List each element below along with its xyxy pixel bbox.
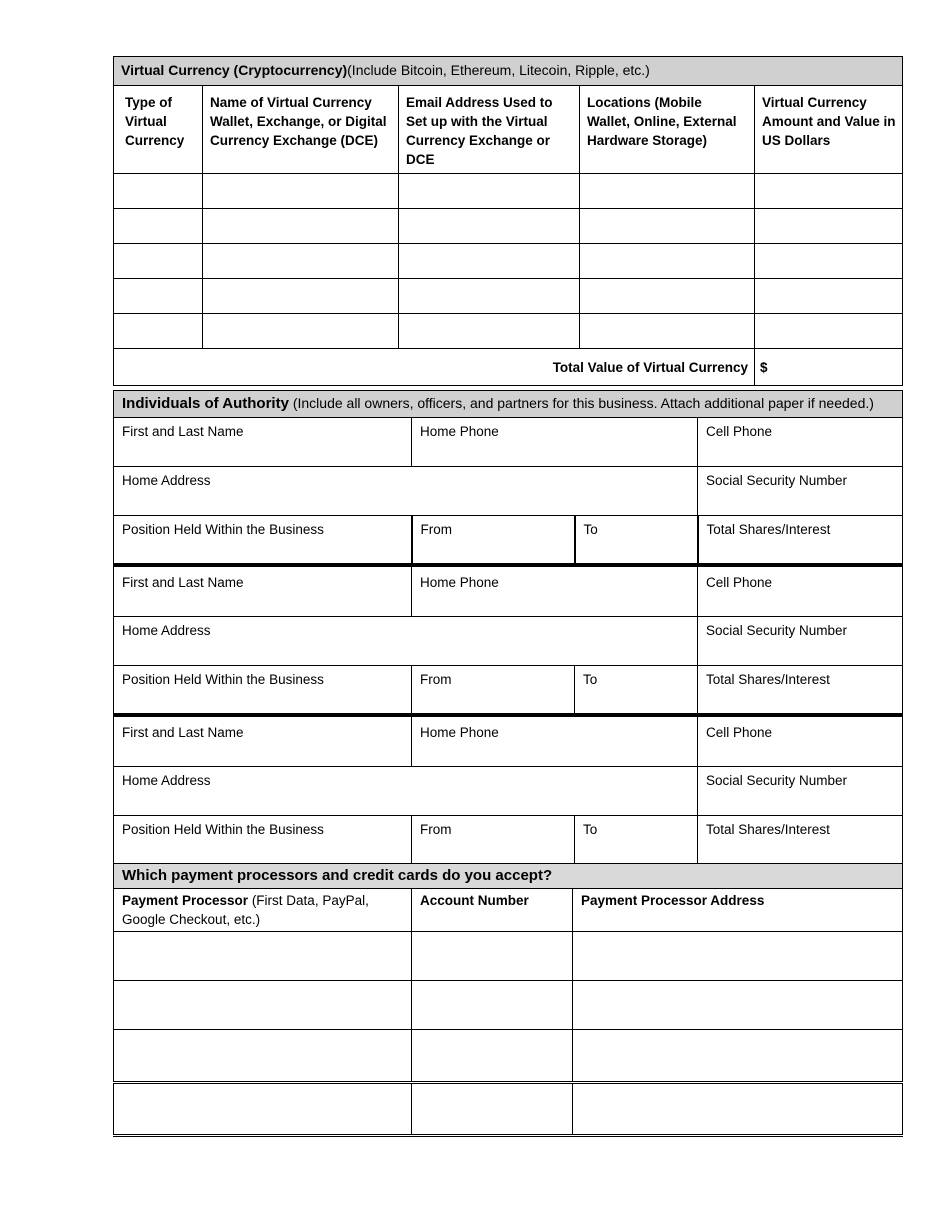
col-payment-processor bbox=[114, 889, 412, 932]
input-cell[interactable] bbox=[412, 932, 573, 981]
to-field[interactable] bbox=[575, 816, 698, 865]
to-label: To bbox=[583, 522, 598, 537]
input-cell[interactable] bbox=[203, 244, 399, 279]
from-field[interactable] bbox=[412, 816, 575, 865]
to-field[interactable] bbox=[575, 516, 698, 565]
payment-processor-label: Payment Processor bbox=[122, 893, 249, 908]
input-cell[interactable] bbox=[114, 279, 203, 314]
input-cell[interactable] bbox=[755, 279, 903, 314]
position-field[interactable] bbox=[114, 516, 412, 565]
home-address-field[interactable] bbox=[114, 467, 698, 516]
col-email-address: Email Address Used to Set up with the Virtual Currency Exchange or DCE bbox=[399, 86, 580, 174]
to-label: To bbox=[583, 822, 598, 837]
ssn-field[interactable] bbox=[698, 467, 903, 516]
input-cell[interactable] bbox=[399, 279, 580, 314]
shares-field[interactable] bbox=[698, 816, 903, 865]
table-row bbox=[114, 981, 903, 1030]
input-cell[interactable] bbox=[399, 244, 580, 279]
shares-label: Total Shares/Interest bbox=[706, 822, 830, 837]
input-cell[interactable] bbox=[114, 1030, 412, 1083]
first-last-name-field[interactable] bbox=[114, 565, 412, 617]
input-cell[interactable] bbox=[114, 1083, 412, 1136]
home-address-label: Home Address bbox=[122, 473, 211, 488]
individuals-of-authority-table bbox=[113, 390, 903, 865]
position-field[interactable] bbox=[114, 666, 412, 715]
cell-phone-label: Cell Phone bbox=[706, 574, 773, 590]
table-row bbox=[114, 1030, 903, 1083]
input-cell[interactable] bbox=[580, 314, 755, 349]
home-address-label: Home Address bbox=[122, 623, 211, 638]
table-row bbox=[114, 174, 903, 209]
first-last-name-label: First and Last Name bbox=[122, 574, 244, 590]
from-label: From bbox=[420, 522, 452, 537]
input-cell[interactable] bbox=[203, 279, 399, 314]
input-cell[interactable] bbox=[580, 279, 755, 314]
shares-field[interactable] bbox=[698, 516, 903, 565]
ssn-field[interactable] bbox=[698, 767, 903, 816]
position-label: Position Held Within the Business bbox=[122, 672, 324, 687]
total-value-label: Total Value of Virtual Currency bbox=[114, 349, 755, 386]
cell-phone-field[interactable] bbox=[698, 565, 903, 617]
input-cell[interactable] bbox=[114, 314, 203, 349]
authority-header bbox=[114, 391, 903, 418]
col-type-of-currency: Type of Virtual Currency bbox=[114, 86, 203, 174]
home-phone-label: Home Phone bbox=[420, 724, 499, 740]
col-locations: Locations (Mobile Wallet, Online, External Hardware Storage) bbox=[580, 86, 755, 174]
cell-phone-label: Cell Phone bbox=[706, 724, 773, 740]
col-processor-address: Payment Processor Address bbox=[573, 889, 903, 932]
payment-processors-table bbox=[113, 863, 903, 1137]
input-cell[interactable] bbox=[573, 981, 903, 1030]
payment-processor-examples: (First Data, PayPal, Google Checkout, etc.) bbox=[122, 893, 369, 927]
table-row bbox=[114, 932, 903, 981]
home-phone-field[interactable] bbox=[412, 715, 698, 767]
authority-title: Individuals of Authority bbox=[122, 395, 289, 412]
virtual-currency-title: Virtual Currency (Cryptocurrency) bbox=[121, 62, 348, 78]
input-cell[interactable] bbox=[755, 174, 903, 209]
home-phone-field[interactable] bbox=[412, 418, 698, 467]
input-cell[interactable] bbox=[573, 1030, 903, 1083]
col-account-number: Account Number bbox=[412, 889, 573, 932]
first-last-name-label: First and Last Name bbox=[122, 424, 244, 439]
input-cell[interactable] bbox=[573, 932, 903, 981]
input-cell[interactable] bbox=[580, 209, 755, 244]
input-cell[interactable] bbox=[580, 174, 755, 209]
input-cell[interactable] bbox=[203, 174, 399, 209]
input-cell[interactable] bbox=[412, 981, 573, 1030]
virtual-currency-header bbox=[114, 57, 903, 86]
position-label: Position Held Within the Business bbox=[122, 522, 324, 537]
to-label: To bbox=[583, 672, 598, 687]
ssn-field[interactable] bbox=[698, 617, 903, 666]
cell-phone-label: Cell Phone bbox=[706, 424, 773, 439]
dollar-sign: $ bbox=[760, 359, 768, 375]
ssn-label: Social Security Number bbox=[706, 623, 848, 638]
input-cell[interactable] bbox=[114, 209, 203, 244]
input-cell[interactable] bbox=[755, 244, 903, 279]
input-cell[interactable] bbox=[399, 174, 580, 209]
virtual-currency-table bbox=[113, 56, 903, 386]
payment-header bbox=[114, 864, 903, 889]
first-last-name-label: First and Last Name bbox=[122, 724, 244, 740]
home-address-label: Home Address bbox=[122, 773, 211, 788]
table-row bbox=[114, 244, 903, 279]
shares-field[interactable] bbox=[698, 666, 903, 715]
table-row bbox=[114, 1083, 903, 1136]
from-label: From bbox=[420, 672, 452, 687]
input-cell[interactable] bbox=[203, 209, 399, 244]
from-label: From bbox=[420, 822, 452, 837]
shares-label: Total Shares/Interest bbox=[706, 672, 830, 687]
table-row bbox=[114, 314, 903, 349]
input-cell[interactable] bbox=[580, 244, 755, 279]
cell-phone-field[interactable] bbox=[698, 715, 903, 767]
virtual-currency-subtitle: (Include Bitcoin, Ethereum, Litecoin, Ripple, etc.) bbox=[347, 62, 650, 78]
first-last-name-field[interactable] bbox=[114, 418, 412, 467]
input-cell[interactable] bbox=[399, 209, 580, 244]
input-cell[interactable] bbox=[203, 314, 399, 349]
to-field[interactable] bbox=[575, 666, 698, 715]
authority-subtitle: (Include all owners, officers, and partners for this business. Attach additional paper if needed.) bbox=[288, 395, 874, 411]
input-cell[interactable] bbox=[114, 174, 203, 209]
from-field[interactable] bbox=[412, 666, 575, 715]
payment-title: Which payment processors and credit cards do you accept? bbox=[122, 867, 553, 884]
ssn-label: Social Security Number bbox=[706, 473, 848, 488]
shares-label: Total Shares/Interest bbox=[706, 522, 831, 537]
input-cell[interactable] bbox=[114, 244, 203, 279]
input-cell[interactable] bbox=[114, 981, 412, 1030]
position-field[interactable] bbox=[114, 816, 412, 865]
home-phone-label: Home Phone bbox=[420, 574, 499, 590]
input-cell[interactable] bbox=[755, 314, 903, 349]
total-value-field[interactable] bbox=[755, 349, 903, 386]
input-cell[interactable] bbox=[573, 1083, 903, 1136]
position-label: Position Held Within the Business bbox=[122, 822, 324, 837]
first-last-name-field[interactable] bbox=[114, 715, 412, 767]
from-field[interactable] bbox=[412, 516, 575, 565]
home-phone-field[interactable] bbox=[412, 565, 698, 617]
input-cell[interactable] bbox=[399, 314, 580, 349]
input-cell[interactable] bbox=[114, 932, 412, 981]
col-amount-value: Virtual Currency Amount and Value in US Dollars bbox=[755, 86, 903, 174]
table-row bbox=[114, 279, 903, 314]
home-address-field[interactable] bbox=[114, 767, 698, 816]
table-row bbox=[114, 209, 903, 244]
cell-phone-field[interactable] bbox=[698, 418, 903, 467]
input-cell[interactable] bbox=[755, 209, 903, 244]
input-cell[interactable] bbox=[412, 1083, 573, 1136]
col-wallet-name: Name of Virtual Currency Wallet, Exchange, or Digital Currency Exchange (DCE) bbox=[203, 86, 399, 174]
home-address-field[interactable] bbox=[114, 617, 698, 666]
home-phone-label: Home Phone bbox=[420, 424, 499, 439]
input-cell[interactable] bbox=[412, 1030, 573, 1083]
ssn-label: Social Security Number bbox=[706, 773, 848, 788]
